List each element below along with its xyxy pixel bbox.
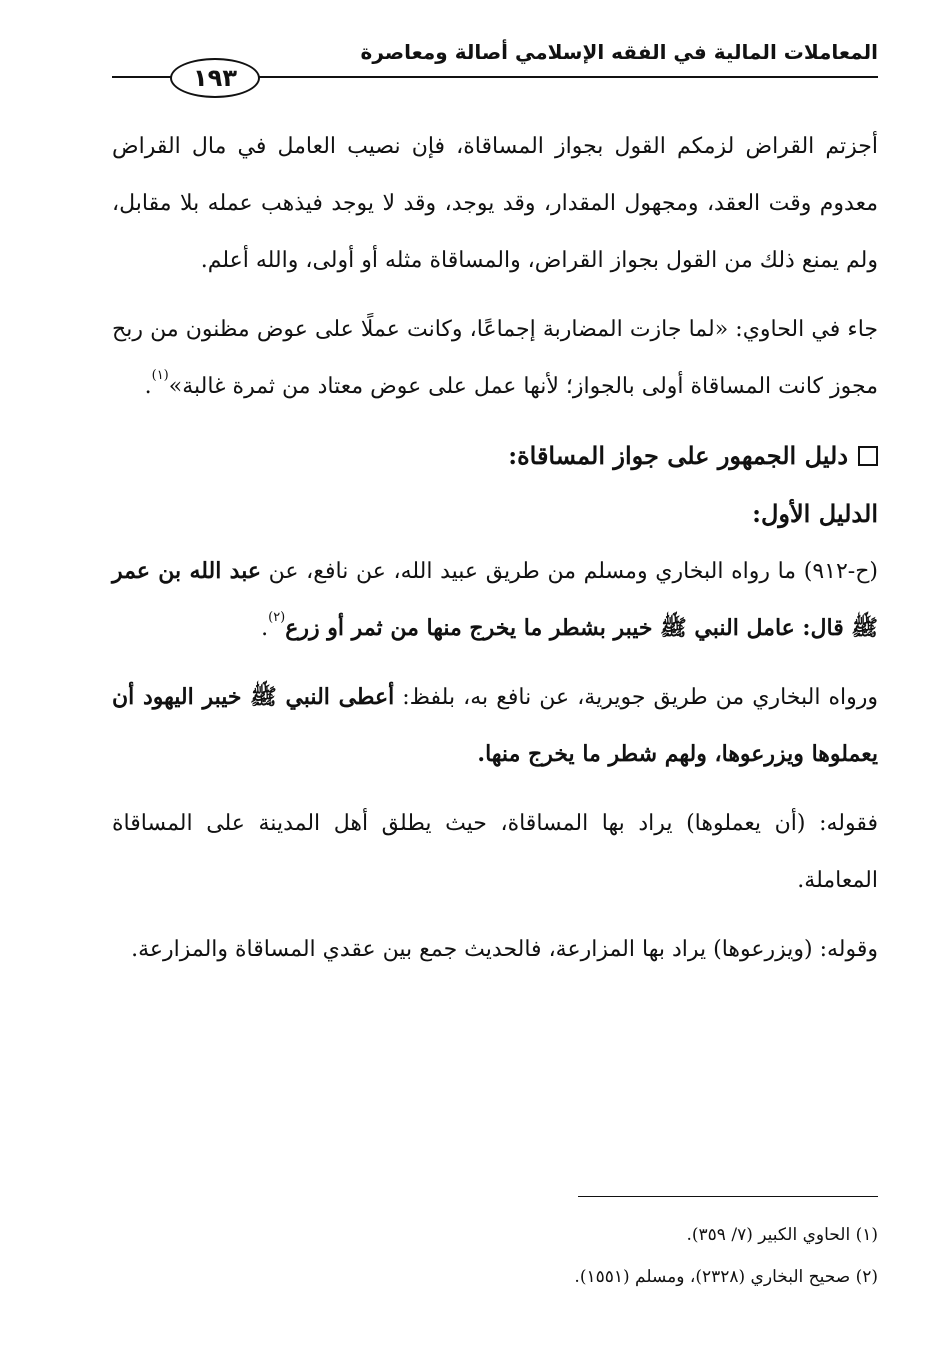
paragraph-3 [112, 543, 878, 657]
footnote-ref-1: (١) [151, 368, 169, 383]
checkbox-icon [858, 446, 878, 466]
paragraph-3-end: . [261, 616, 269, 641]
paragraph-3-text: (ح-٩١٢) ما رواه البخاري ومسلم من طريق عبيد الله، عن نافع، عن [261, 559, 878, 584]
paragraph-4 [112, 669, 878, 783]
paragraph-2-end: . [144, 374, 152, 399]
footnotes [112, 1214, 878, 1298]
footnote-ref-2: (٢) [268, 610, 286, 625]
page-number-badge: ١٩٣ [170, 58, 260, 98]
hadith-variant-text: أعطى النبي ﷺ خيبر اليهود أن يعملوها ويزرعوها، ولهم شطر ما يخرج منها. [112, 684, 878, 767]
paragraph-4-text: ورواه البخاري من طريق جويرية، عن نافع به، بلفظ: [394, 685, 878, 710]
paragraph-1: أجزتم القراض لزمكم القول بجواز المساقاة، فإن نصيب العامل في مال القراض معدوم وقت العقد، ومجهول المقدار، وقد يوجد، وقد لا يوجد فيذهب عمله بلا مقابل، ولم يمنع ذلك من القول بجواز القراض، والمساقاة مثله أو أولى، والله أعلم. [112, 134, 878, 273]
paragraph-6: وقوله: (ويزرعوها) يراد بها المزارعة، فالحديث جمع بين عقدي المساقاة والمزارعة. [131, 937, 878, 962]
paragraph-2 [112, 301, 878, 415]
footnote-1: (١) الحاوي الكبير (٧/ ٣٥٩). [686, 1225, 878, 1245]
section-heading [112, 427, 878, 485]
main-text [112, 118, 878, 990]
footnote-rule [578, 1196, 878, 1197]
paragraph-5: فقوله: (أن يعملوها) يراد بها المساقاة، حيث يطلق أهل المدينة على المساقاة المعاملة. [112, 811, 878, 893]
subsection-heading: الدليل الأول: [752, 499, 878, 528]
paragraph-2-text: جاء في الحاوي: «لما جازت المضاربة إجماعًا، وكانت عملًا على عوض مظنون من ربح مجوز كانت المساقاة أولى بالجواز؛ لأنها عمل على عوض معتاد من ثمرة غالبة» [112, 317, 878, 399]
running-header-title: المعاملات المالية في الفقه الإسلامي أصالة ومعاصرة [360, 40, 878, 64]
footnote-2: (٢) صحيح البخاري (٢٣٢٨)، ومسلم (١٥٥١). [574, 1267, 878, 1287]
section-heading-text: دليل الجمهور على جواز المساقاة: [508, 441, 848, 470]
hadith-text: عبد الله بن عمر ﷺ قال: عامل النبي ﷺ خيبر بشطر ما يخرج منها من ثمر أو زرع [112, 558, 878, 641]
